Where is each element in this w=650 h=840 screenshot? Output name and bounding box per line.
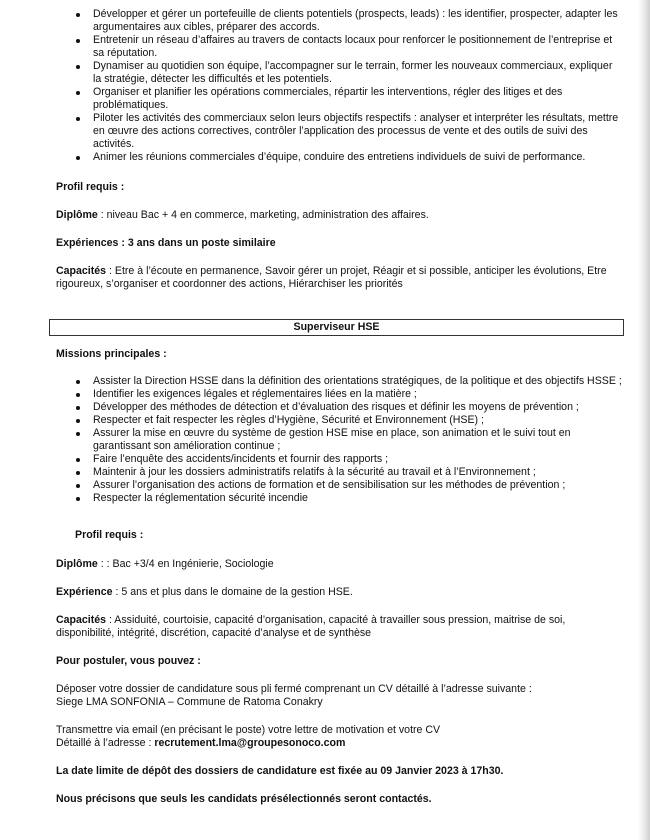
apply-email-line bbox=[56, 737, 622, 750]
upper-section bbox=[56, 8, 622, 291]
email-prefix: Détaillé à l’adresse : bbox=[56, 737, 155, 749]
preselection-notice: Nous précisons que seuls les candidats présélectionnés seront contactés. bbox=[56, 793, 432, 805]
diplome-line bbox=[56, 558, 622, 571]
list-item: Entretenir un réseau d’affaires au travers de contacts locaux pour renforcer le positionnement de l’entreprise et sa réputation. bbox=[56, 34, 622, 60]
capacites-label: Capacités bbox=[56, 614, 107, 626]
hse-section bbox=[56, 348, 622, 806]
responsibilities-list bbox=[56, 8, 622, 164]
list-item: Développer des méthodes de détection et d’évaluation des risques et définir les moyens de prévention ; bbox=[56, 401, 622, 414]
email-address[interactable]: recrutement.lma@groupesonoco.com bbox=[154, 737, 346, 749]
capacites-line bbox=[56, 614, 622, 640]
list-item: Développer et gérer un portefeuille de clients potentiels (prospects, leads) : les identifier, prospecter, adapter les argumentaires aux cibles, préparer des accords. bbox=[56, 8, 622, 34]
apply-heading: Pour postuler, vous pouvez : bbox=[56, 655, 201, 667]
diplome-text: : niveau Bac + 4 en commerce, marketing, administration des affaires. bbox=[97, 209, 429, 221]
apply-deposit-line: Déposer votre dossier de candidature sous pli fermé comprenant un CV détaillé à l’adresse suivante : bbox=[56, 683, 532, 695]
experience-text: : 5 ans et plus dans le domaine de la gestion HSE. bbox=[112, 586, 353, 598]
diplome-line bbox=[56, 209, 622, 222]
list-item: Respecter la réglementation sécurité incendie bbox=[56, 492, 622, 505]
capacites-line bbox=[56, 265, 622, 291]
experiences-line: Expériences : 3 ans dans un poste similaire bbox=[56, 237, 276, 249]
apply-address-line: Siege LMA SONFONIA – Commune de Ratoma Conakry bbox=[56, 696, 323, 708]
page-edge-shadow bbox=[638, 0, 650, 840]
list-item: Respecter et fait respecter les règles d’Hygiène, Sécurité et Environnement (HSE) ; bbox=[56, 414, 622, 427]
list-item: Faire l’enquête des accidents/incidents et fournir des rapports ; bbox=[56, 453, 622, 466]
list-item: Assurer l’organisation des actions de formation et de sensibilisation sur les méthodes de prévention ; bbox=[56, 479, 622, 492]
list-item: Piloter les activités des commerciaux selon leurs objectifs respectifs : analyser et interpréter les résultats, mettre en œuvre des actions correctives, contrôler l’application des processus de vente et des outils de suivi des activités. bbox=[56, 112, 622, 151]
profil-requis-heading: Profil requis : bbox=[56, 181, 125, 193]
capacites-label: Capacités bbox=[56, 265, 107, 277]
section-heading-superviseur-hse: Superviseur HSE bbox=[49, 319, 624, 336]
diplome-label: Diplôme bbox=[56, 209, 98, 221]
deadline-notice: La date limite de dépôt des dossiers de candidature est fixée au 09 Janvier 2023 à 17h30. bbox=[56, 765, 504, 777]
diplome-text: : : Bac +3/4 en Ingénierie, Sociologie bbox=[97, 558, 274, 570]
apply-email-instructions: Transmettre via email (en précisant le poste) votre lettre de motivation et votre CV bbox=[56, 724, 441, 736]
profil-requis-heading: Profil requis : bbox=[75, 529, 144, 541]
list-item: Assurer la mise en œuvre du système de gestion HSE mise en place, son animation et le suivi tout en garantissant son amélioration continue ; bbox=[56, 427, 622, 453]
diplome-label: Diplôme bbox=[56, 558, 98, 570]
list-item: Assister la Direction HSSE dans la définition des orientations stratégiques, de la politique et des objectifs HSSE ; bbox=[56, 375, 622, 388]
capacites-text: : Etre à l’écoute en permanence, Savoir gérer un projet, Réagir et si possible, anticiper les évolutions, Etre rigoureux, s’organiser et coordonner des actions, Hiérarchiser les priorités bbox=[56, 265, 607, 290]
missions-heading: Missions principales : bbox=[56, 348, 167, 360]
capacites-text: : Assiduité, courtoisie, capacité d’organisation, capacité à travailler sous pression, maitrise de soi, disponibilité, intégrité, discrétion, capacité d’analyse et de synthèse bbox=[56, 614, 566, 639]
experience-label: Expérience bbox=[56, 586, 113, 598]
list-item: Animer les réunions commerciales d’équipe, conduire des entretiens individuels de suivi de performance. bbox=[56, 151, 622, 164]
list-item: Organiser et planifier les opérations commerciales, répartir les interventions, régler des litiges et des problématiques. bbox=[56, 86, 622, 112]
list-item: Identifier les exigences légales et réglementaires liées en la matière ; bbox=[56, 388, 622, 401]
missions-list bbox=[56, 375, 622, 505]
list-item: Dynamiser au quotidien son équipe, l’accompagner sur le terrain, former les nouveaux commerciaux, expliquer la stratégie, détecter les difficultés et les potentiels. bbox=[56, 60, 622, 86]
experience-line bbox=[56, 586, 622, 599]
list-item: Maintenir à jour les dossiers administratifs relatifs à la sécurité au travail et à l’Environnement ; bbox=[56, 466, 622, 479]
